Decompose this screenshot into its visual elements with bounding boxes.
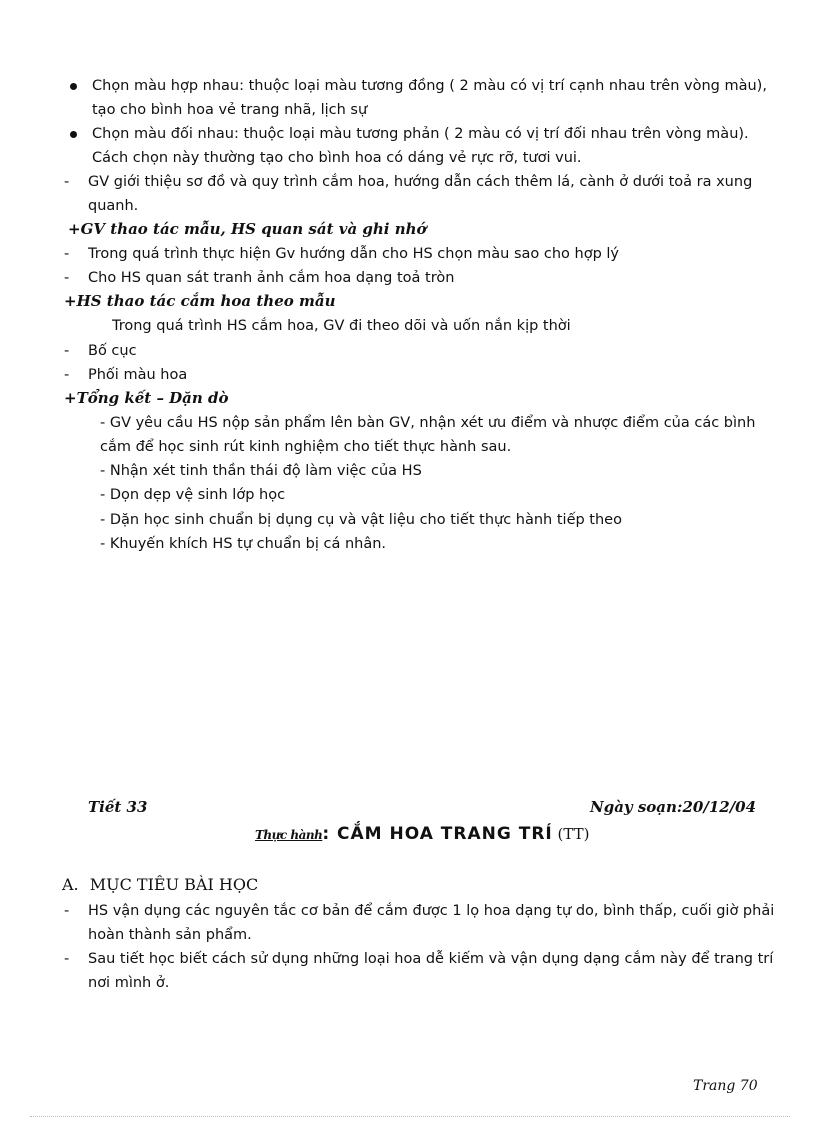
gv-demo-item-1: Trong quá trình thực hiện Gv hướng dẫn cho HS chọn màu sao cho hợp lý [88,246,619,262]
title-prefix: Thực hành [255,828,323,842]
hs-practice-item-1: Bố cục [88,343,137,359]
dash-marker: - [64,343,70,359]
section-a-item-1-line-1: HS vận dụng các nguyên tắc cơ bản để cắm được 1 lọ hoa dạng tự do, bình thấp, cuối giờ phải [88,903,775,919]
gv-demo-item-2: Cho HS quan sát tranh ảnh cắm hoa dạng toả tròn [88,270,455,286]
heading-gv-demo: +GV thao tác mẫu, HS quan sát và ghi nhớ [68,220,427,238]
bullet-2-line-2: Cách chọn này thường tạo cho bình hoa có dáng vẻ rực rỡ, tươi vui. [92,150,582,166]
summary-line-2: cắm để học sinh rút kinh nghiệm cho tiết thực hành sau. [100,439,512,455]
bullet-icon [70,131,77,138]
dash-marker: - [64,951,70,967]
section-a-item-2-line-2: nơi mình ở. [88,975,170,991]
section-a-heading [62,875,258,894]
heading-hs-practice: +HS thao tác cắm hoa theo mẫu [64,292,336,310]
hs-practice-item-2: Phối màu hoa [88,367,188,383]
lesson-date: Ngày soạn:20/12/04 [590,798,757,816]
lesson-title [255,824,590,844]
summary-item-4: - Khuyến khích HS tự chuẩn bị cá nhân. [100,536,387,552]
section-a-label: A. [62,875,79,894]
summary-item-3: - Dặn học sinh chuẩn bị dụng cụ và vật liệu cho tiết thực hành tiếp theo [100,512,622,528]
bullet-icon [70,83,77,90]
title-main: : CẮM HOA TRANG TRÍ [322,824,553,844]
gv-intro-line-1: GV giới thiệu sơ đồ và quy trình cắm hoa, hướng dẫn cách thêm lá, cành ở dưới toả ra xung [88,174,753,190]
dash-marker: - [64,367,70,383]
title-suffix: (TT) [552,825,590,843]
section-a-item-2-line-1: Sau tiết học biết cách sử dụng những loại hoa dễ kiếm và vận dụng dạng cắm này để trang trí [88,951,774,967]
lesson-period: Tiết 33 [88,798,148,816]
bullet-1-line-1: Chọn màu hợp nhau: thuộc loại màu tương đồng ( 2 màu có vị trí cạnh nhau trên vòng màu), [92,78,767,94]
dash-marker: - [64,246,70,262]
summary-line-1: - GV yêu cầu HS nộp sản phẩm lên bàn GV, nhận xét ưu điểm và nhược điểm của các bình [100,415,756,431]
heading-summary: +Tổng kết – Dặn dò [64,389,229,407]
footer-divider [30,1116,790,1117]
section-a-item-1-line-2: hoàn thành sản phẩm. [88,927,252,943]
summary-item-2: - Dọn dẹp vệ sinh lớp học [100,487,286,503]
dash-marker: - [64,174,70,190]
page-number: Trang 70 [693,1078,758,1094]
bullet-2-line-1: Chọn màu đối nhau: thuộc loại màu tương phản ( 2 màu có vị trí đối nhau trên vòng màu). [92,126,749,142]
bullet-1-line-2: tạo cho bình hoa vẻ trang nhã, lịch sự [92,102,368,118]
dash-marker: - [64,270,70,286]
section-a-title: MỤC TIÊU BÀI HỌC [89,875,259,894]
summary-item-1: - Nhận xét tinh thần thái độ làm việc của HS [100,463,422,479]
dash-marker: - [64,903,70,919]
gv-intro-line-2: quanh. [88,198,139,214]
hs-practice-text: Trong quá trình HS cắm hoa, GV đi theo dõi và uốn nắn kịp thời [112,318,571,334]
